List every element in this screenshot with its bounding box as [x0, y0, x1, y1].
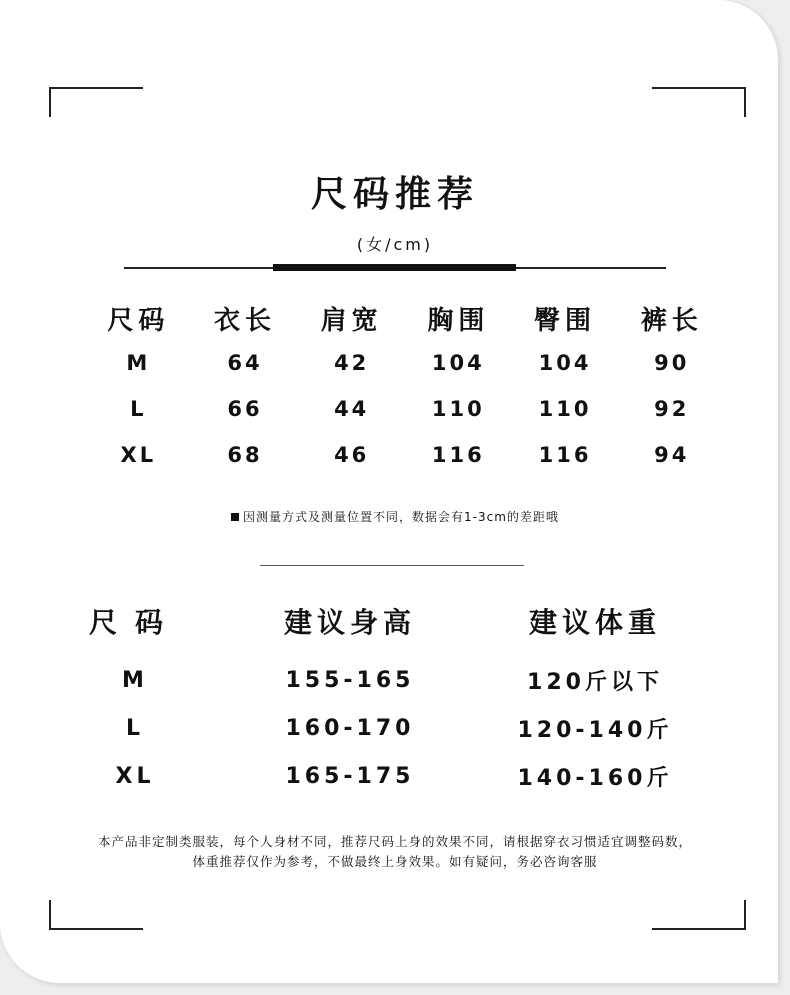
cell-length: 68 [227, 443, 263, 467]
header-length: 衣长 [214, 305, 277, 336]
disclaimer-line-1: 本产品非定制类服装，每个人身材不同，推荐尺码上身的效果不同，请根据穿衣习惯适宜调整码数， [97, 834, 692, 849]
disclaimer-line-2: 体重推荐仅作为参考，不做最终上身效果。如有疑问，务必咨询客服 [192, 854, 598, 869]
cell-height: 160-170 [285, 715, 415, 741]
cell-size: XL [115, 763, 155, 789]
cell-shoulder: 46 [334, 443, 370, 467]
measurement-table-header [85, 298, 725, 338]
page-title: 尺码推荐 [310, 174, 479, 215]
table-row [85, 432, 725, 478]
cell-hip: 110 [538, 397, 592, 421]
header-recommended-height: 建议身高 [283, 606, 416, 639]
cell-chest: 116 [431, 443, 485, 467]
corner-bracket-bottom-right [652, 900, 746, 930]
cell-height: 155-165 [285, 667, 415, 693]
corner-bracket-top-left [49, 87, 143, 117]
cell-weight: 120斤以下 [527, 669, 663, 695]
cell-height: 165-175 [285, 763, 415, 789]
header-pants-length: 裤长 [640, 305, 703, 336]
measurement-table [85, 298, 725, 478]
header-chest: 胸围 [427, 305, 490, 336]
table-row [40, 704, 760, 752]
cell-length: 66 [227, 397, 263, 421]
cell-pants-length: 90 [654, 351, 690, 375]
table-row [40, 656, 760, 704]
title-divider-thick [273, 264, 516, 271]
cell-pants-length: 92 [654, 397, 690, 421]
table-row [40, 752, 760, 800]
cell-size: XL [120, 443, 157, 467]
unit-subtitle: (女/cm) [356, 235, 434, 254]
cell-hip: 104 [538, 351, 592, 375]
corner-bracket-bottom-left [49, 900, 143, 930]
measurement-note-text: 因测量方式及测量位置不同，数据会有1-3cm的差距哦 [243, 510, 559, 524]
bullet-square-icon [231, 513, 239, 521]
header-shoulder: 肩宽 [320, 305, 383, 336]
cell-weight: 140-160斤 [517, 765, 673, 791]
cell-shoulder: 44 [334, 397, 370, 421]
header-size: 尺码 [88, 606, 181, 639]
recommendation-table [40, 598, 760, 800]
table-row [85, 386, 725, 432]
cell-pants-length: 94 [654, 443, 690, 467]
corner-bracket-top-right [652, 87, 746, 117]
cell-size: L [125, 715, 145, 741]
cell-weight: 120-140斤 [517, 717, 673, 743]
cell-size: L [130, 397, 147, 421]
recommendation-table-header [40, 598, 760, 644]
table-row [85, 340, 725, 386]
header-recommended-weight: 建议体重 [528, 606, 661, 639]
cell-hip: 116 [538, 443, 592, 467]
cell-shoulder: 42 [334, 351, 370, 375]
header-size: 尺码 [107, 305, 170, 336]
cell-size: M [126, 351, 151, 375]
section-divider [260, 565, 524, 566]
disclaimer [0, 832, 790, 872]
cell-chest: 104 [431, 351, 485, 375]
measurement-note [0, 508, 790, 525]
cell-chest: 110 [431, 397, 485, 421]
cell-size: M [122, 667, 148, 693]
header-hip: 臀围 [534, 305, 597, 336]
cell-length: 64 [227, 351, 263, 375]
